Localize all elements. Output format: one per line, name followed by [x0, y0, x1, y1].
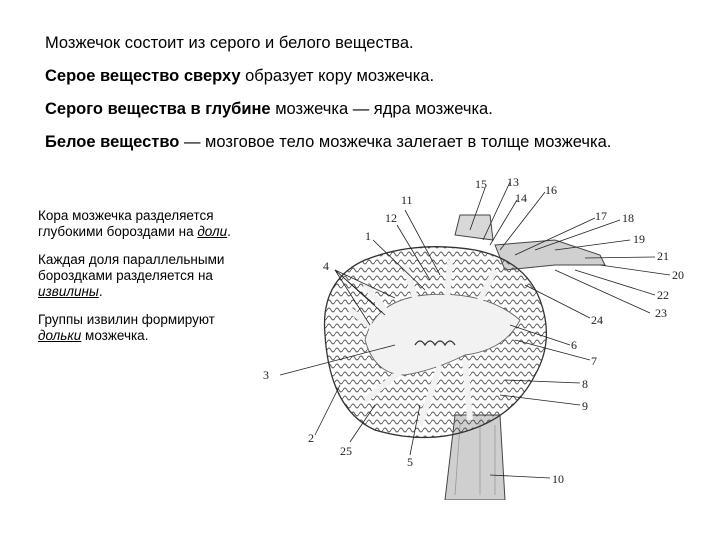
label-24: 24	[591, 313, 603, 327]
label-7: 7	[591, 354, 597, 368]
statement-3-text: мозжечка — ядра мозжечка.	[270, 100, 493, 118]
label-6: 6	[571, 338, 577, 352]
statement-2-bold: Серое вещество сверху	[45, 67, 241, 85]
side-note-1-term: доли	[197, 224, 228, 239]
statement-4	[45, 133, 611, 152]
label-8: 8	[582, 377, 588, 391]
side-note-3	[38, 312, 233, 344]
statement-3-bold: Серого вещества в глубине	[45, 100, 271, 118]
label-1: 1	[365, 229, 371, 243]
label-18: 18	[622, 211, 634, 225]
statement-4-bold: Белое вещество	[45, 133, 180, 151]
side-note-1-text: Кора мозжечка разделяется глубокими бороздами на	[38, 208, 214, 239]
statement-1-text: Мозжечок состоит из серого и белого вещества.	[45, 34, 414, 52]
label-15: 15	[475, 177, 487, 191]
label-20: 20	[672, 268, 684, 282]
label-13: 13	[507, 175, 519, 189]
side-note-2-end: .	[98, 284, 103, 299]
side-note-2-term: извилины	[38, 284, 99, 299]
statement-4-text: — мозговое тело мозжечка залегает в толще мозжечка.	[179, 133, 612, 151]
side-note-3-text: Группы извилин формируют	[38, 312, 215, 327]
label-12: 12	[385, 211, 397, 225]
side-note-3-term: дольки	[38, 328, 82, 343]
label-3: 3	[263, 368, 269, 382]
label-16: 16	[545, 183, 557, 197]
side-note-2	[38, 252, 233, 300]
side-note-3-end: мозжечка.	[81, 328, 149, 343]
statement-2-text: образует кору мозжечка.	[240, 67, 435, 85]
label-19: 19	[633, 232, 645, 246]
label-22: 22	[657, 288, 669, 302]
statement-1	[45, 34, 414, 53]
label-10: 10	[552, 472, 564, 486]
label-23: 23	[655, 306, 667, 320]
cerebellum-figure	[255, 170, 695, 500]
side-note-1	[38, 208, 233, 240]
statement-2	[45, 67, 434, 86]
label-5: 5	[407, 455, 413, 469]
side-notes	[38, 208, 233, 356]
label-21: 21	[657, 249, 669, 263]
label-17: 17	[595, 209, 607, 223]
label-11: 11	[401, 193, 413, 207]
label-9: 9	[582, 399, 588, 413]
side-note-2-text: Каждая доля параллельными бороздками разделяется на	[38, 252, 225, 283]
label-2: 2	[308, 431, 314, 445]
label-25: 25	[340, 444, 352, 458]
label-4: 4	[323, 259, 329, 273]
side-note-1-end: .	[227, 224, 231, 239]
label-14: 14	[515, 191, 527, 205]
statement-3	[45, 100, 493, 119]
